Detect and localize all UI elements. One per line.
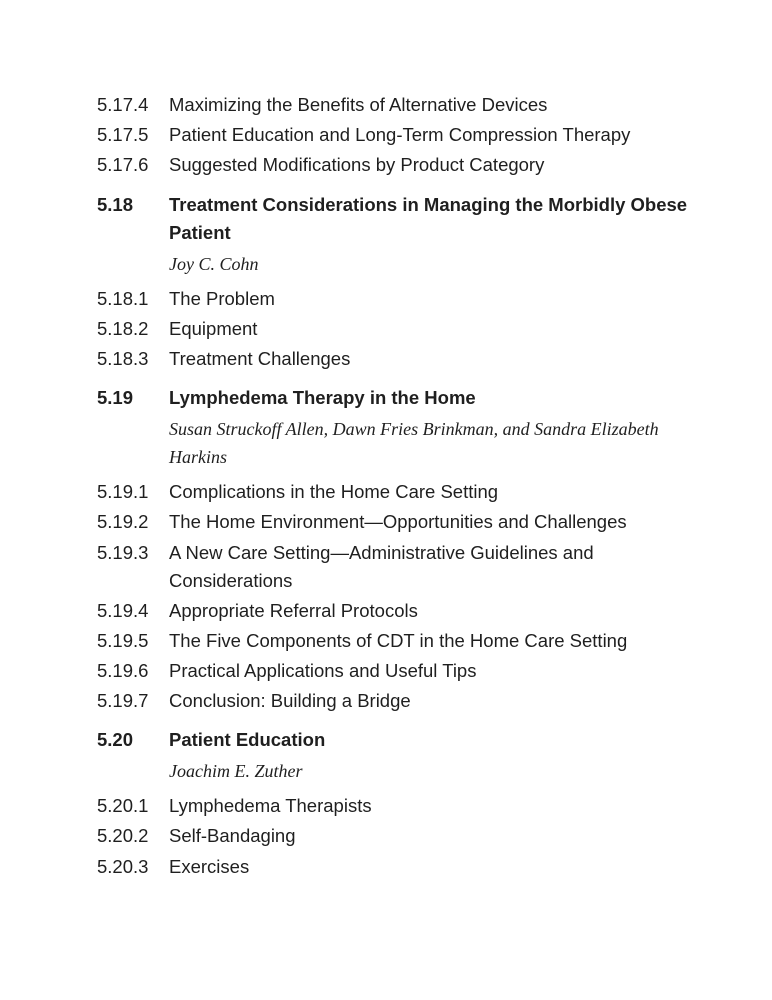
section-author: Joachim E. Zuther	[169, 761, 303, 782]
toc-entry-number: 5.18.2	[97, 317, 149, 339]
toc-entry-number: 5.19.2	[97, 511, 149, 533]
toc-entry-number: 5.19.7	[97, 690, 149, 712]
toc-entry-number: 5.19.6	[97, 659, 149, 681]
toc-entry-title: Practical Applications and Useful Tips	[169, 659, 477, 681]
toc-entry-title: Complications in the Home Care Setting	[169, 481, 499, 503]
toc-entry-number: 5.19.3	[97, 541, 149, 563]
toc-entry-title: Conclusion: Building a Bridge	[169, 690, 411, 712]
section-title: Treatment Considerations in Managing the Morbidly Obese Patient	[169, 193, 688, 243]
toc-entry[interactable]	[97, 151, 697, 181]
toc-entry-number: 5.17.6	[97, 154, 149, 176]
toc-entry-number: 5.18.1	[97, 287, 149, 309]
toc-entry[interactable]	[97, 539, 697, 595]
toc-entry-title: Appropriate Referral Protocols	[169, 599, 418, 621]
toc-entry[interactable]	[97, 853, 697, 883]
toc-section-heading[interactable]	[97, 191, 697, 247]
toc-section-heading[interactable]	[97, 726, 697, 754]
toc-entry[interactable]	[97, 121, 697, 151]
toc-entry[interactable]	[97, 687, 697, 717]
toc-entry-title: Equipment	[169, 317, 258, 339]
table-of-contents	[97, 91, 697, 883]
toc-entry-number: 5.20.3	[97, 855, 149, 877]
toc-entry[interactable]	[97, 822, 697, 852]
toc-entry-title: Treatment Challenges	[169, 347, 351, 369]
section-title: Lymphedema Therapy in the Home	[169, 387, 476, 409]
toc-entry-title: The Home Environment—Opportunities and Challenges	[169, 511, 627, 533]
toc-entry[interactable]	[97, 315, 697, 345]
toc-entry[interactable]	[97, 627, 697, 657]
toc-entry[interactable]	[97, 345, 697, 375]
toc-entry-number: 5.17.4	[97, 94, 149, 115]
toc-entry-number: 5.20.2	[97, 825, 149, 847]
toc-entry-title: Exercises	[169, 855, 250, 877]
toc-entry-title: Lymphedema Therapists	[169, 795, 372, 817]
toc-entry[interactable]	[97, 597, 697, 627]
toc-entry-number: 5.20.1	[97, 795, 149, 817]
toc-entry-number: 5.19.4	[97, 599, 149, 621]
toc-section-heading[interactable]	[97, 384, 697, 412]
toc-entry-title: The Problem	[169, 287, 275, 309]
toc-entry-title: Self-Bandaging	[169, 825, 296, 847]
section-number: 5.19	[97, 387, 134, 409]
section-author: Susan Struckoff Allen, Dawn Fries Brinkman, and Sandra Elizabeth Harkins	[169, 419, 659, 468]
toc-entry-number: 5.19.5	[97, 629, 149, 651]
section-number: 5.20	[97, 729, 134, 751]
toc-entry-number: 5.17.5	[97, 124, 149, 146]
toc-entry[interactable]	[97, 285, 697, 315]
toc-entry[interactable]	[97, 508, 697, 538]
toc-entry-title: Suggested Modifications by Product Category	[169, 154, 545, 176]
toc-entry[interactable]	[97, 792, 697, 822]
toc-entry-title: Maximizing the Benefits of Alternative Devices	[169, 94, 548, 115]
section-number: 5.18	[97, 193, 134, 215]
toc-entry[interactable]	[97, 91, 697, 121]
toc-entry[interactable]	[97, 657, 697, 687]
toc-entry-number: 5.18.3	[97, 347, 149, 369]
toc-entry-title: The Five Components of CDT in the Home Care Setting	[169, 629, 628, 651]
section-title: Patient Education	[169, 729, 326, 751]
toc-entry-number: 5.19.1	[97, 481, 149, 503]
toc-entry[interactable]	[97, 478, 697, 508]
toc-entry-title: Patient Education and Long-Term Compression Therapy	[169, 124, 631, 146]
section-author: Joy C. Cohn	[169, 253, 259, 274]
toc-entry-title: A New Care Setting—Administrative Guidelines and Considerations	[169, 541, 594, 591]
